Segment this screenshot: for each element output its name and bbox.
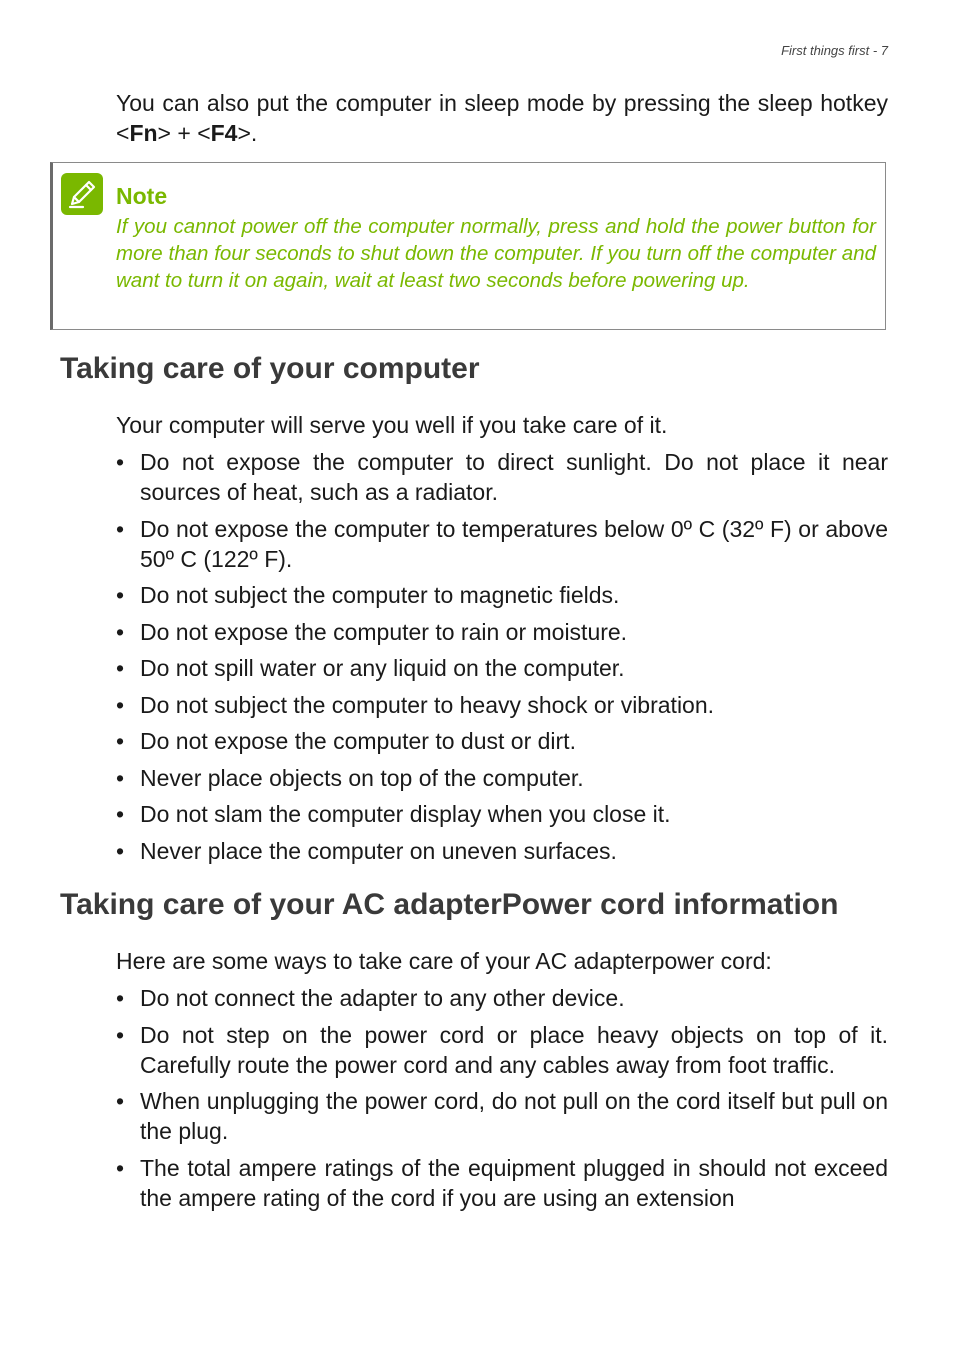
list-item-text: When unplugging the power cord, do not pull on the cord itself but pull on the plug. [140, 1088, 888, 1144]
bullet-dot: • [116, 728, 125, 754]
pencil-note-icon [61, 173, 103, 215]
running-header: First things first - 7 [781, 43, 888, 58]
hotkey-f4: F4 [210, 120, 238, 146]
list-item-text: Do not connect the adapter to any other device. [140, 985, 625, 1011]
list-item-text: Do not spill water or any liquid on the computer. [140, 655, 625, 681]
intro-text-mid: > + < [157, 120, 211, 146]
bullet-dot: • [116, 618, 125, 645]
list-item [116, 690, 888, 720]
list-item [116, 799, 888, 829]
list-item-text: Never place objects on top of the computer. [140, 764, 584, 791]
intro-text-before: You can also put the computer in sleep mode by pressing the sleep hotkey < [116, 90, 888, 146]
list-item-text: Do not slam the computer display when you close it. [140, 801, 671, 827]
section-lead-computer-care: Your computer will serve you well if you take care of it. [116, 412, 668, 438]
bullet-dot: • [116, 515, 125, 542]
list-item [116, 580, 888, 610]
section-heading-computer-care: Taking care of your computer [60, 352, 480, 385]
bullet-dot: • [116, 985, 125, 1011]
list-item [116, 617, 888, 647]
list-item-text: Never place the computer on uneven surfaces. [140, 837, 617, 864]
bullet-dot: • [116, 1154, 125, 1181]
list-item [116, 1086, 888, 1146]
list-item-text: Do not expose the computer to temperatures below 0º C (32º F) or above 50º C (122º F). [140, 515, 888, 572]
list-item-text: Do not expose the computer to rain or moisture. [140, 618, 628, 645]
list-item-text: Do not expose the computer to direct sunlight. Do not place it near sources of heat, such as a radiator. [140, 449, 888, 505]
list-item-text: Do not subject the computer to heavy shock or vibration. [140, 691, 715, 718]
list-item [116, 1153, 888, 1213]
list-item [116, 836, 888, 866]
list-item [116, 447, 888, 507]
list-item [116, 514, 888, 574]
bullet-list-computer-care [116, 447, 888, 872]
bullet-dot: • [116, 1088, 125, 1114]
list-item [116, 983, 888, 1013]
list-item-text: The total ampere ratings of the equipment plugged in should not exceed the ampere rating of the cord if you are using an extension [140, 1154, 888, 1211]
bullet-dot: • [116, 837, 125, 864]
section-lead-ac-adapter: Here are some ways to take care of your AC adapterpower cord: [116, 948, 772, 974]
note-title: Note [116, 183, 168, 209]
list-item-text: Do not step on the power cord or place heavy objects on top of it. Carefully route the power cord and any cables away from foot traffic. [140, 1021, 888, 1078]
list-item [116, 1020, 888, 1080]
intro-text-after: >. [237, 120, 258, 146]
bullet-list-ac-adapter [116, 983, 888, 1219]
bullet-dot: • [116, 691, 125, 718]
list-item-text: Do not expose the computer to dust or dirt. [140, 728, 576, 754]
intro-paragraph [116, 88, 888, 148]
bullet-dot: • [116, 655, 125, 681]
bullet-dot: • [116, 801, 125, 827]
bullet-dot: • [116, 1021, 125, 1048]
list-item-text: Do not subject the computer to magnetic fields. [140, 582, 620, 608]
list-item [116, 726, 888, 756]
bullet-dot: • [116, 449, 125, 475]
list-item [116, 763, 888, 793]
note-text: If you cannot power off the computer normally, press and hold the power button for more than four seconds to shut down the computer. If you turn off the computer and want to turn it on again, wait at least two seconds before powering up. [116, 215, 876, 292]
bullet-dot: • [116, 764, 125, 791]
hotkey-fn: Fn [129, 120, 158, 146]
bullet-dot: • [116, 582, 125, 608]
list-item [116, 653, 888, 683]
note-box [50, 162, 886, 330]
section-heading-ac-adapter: Taking care of your AC adapterPower cord information [60, 888, 839, 921]
